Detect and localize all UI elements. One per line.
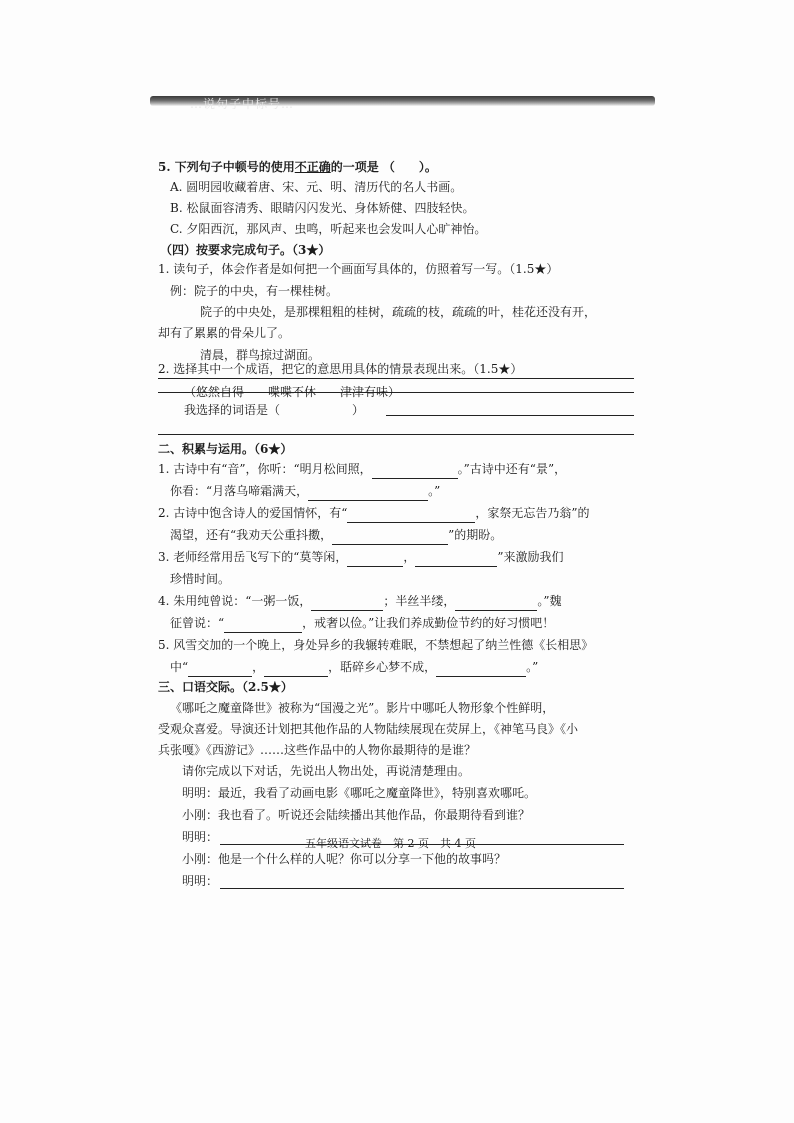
sec2-q2-line1: 2. 古诗中饱含诗人的爱国情怀，有“ ，家祭无忘告乃翁”的 <box>158 504 590 523</box>
sec2-q1-line1: 1. 古诗中有“音”，你听：“明月松间照， 。”古诗中还有“景”， <box>158 460 566 479</box>
sec4-q2-answer-label: 我选择的词语是（ ） <box>184 403 365 417</box>
sec2-q3-line1: 3. 老师经常用岳飞写下的“莫等闲， ， ”来激励我们 <box>158 548 564 567</box>
fill-blank[interactable] <box>347 522 475 523</box>
dialogue-line-5: 明明： <box>182 874 219 888</box>
sec4-q2-options: （悠然自得 喋喋不休 津津有味） <box>184 385 401 399</box>
sec4-q1-stem: 1. 读句子，体会作者是如何把一个画面写具体的，仿照着写一写。（1.5★） <box>158 262 559 276</box>
fill-blank[interactable] <box>455 610 537 611</box>
fill-blank[interactable] <box>415 566 497 567</box>
q5-option-a: A. 圆明园收藏着唐、宋、元、明、清历代的名人书画。 <box>170 180 463 194</box>
dialogue-line-1: 明明：最近，我看了动画电影《哪吒之魔童降世》，特别喜欢哪吒。 <box>182 786 537 800</box>
fill-blank[interactable] <box>224 632 302 633</box>
sec3-instruction: 请你完成以下对话，先说出人物出处，再说清楚理由。 <box>182 764 471 778</box>
sec3-para-2: 受观众喜爱。导演还计划把其他作品的人物陆续展现在荧屏上，《神笔马良》《小 <box>158 722 579 736</box>
page-footer: 五年级语文试卷 第 2 页 共 4 页 <box>305 837 476 850</box>
section-4-title: （四）按要求完成句子。（3★） <box>160 243 331 257</box>
answer-line[interactable] <box>220 888 624 889</box>
section-2-title: 二、积累与运用。（6★） <box>158 442 293 456</box>
fill-blank[interactable] <box>332 544 448 545</box>
dialogue-line-2: 小刚：我也看了。听说还会陆续播出其他作品，你最期待看到谁？ <box>182 808 531 822</box>
sec2-q2-line2: 渴望，还有“我劝天公重抖擞， ”的期盼。 <box>170 526 502 545</box>
sec4-q1-example-1: 例：院子的中央，有一棵桂树。 <box>170 284 339 298</box>
sec4-q1-task: 清晨，群鸟掠过湖面。 <box>200 348 321 362</box>
sec2-q5-line1: 5. 风雪交加的一个晚上，身处异乡的我辗转难眠，不禁想起了纳兰性德《长相思》 <box>158 638 594 652</box>
cut-off-header-text: …说句子中标号… <box>190 97 295 111</box>
fill-blank[interactable] <box>436 676 526 677</box>
sec2-q1-line2: 你看：“月落乌啼霜满天， 。” <box>170 482 440 501</box>
sec2-q3-line2: 珍惜时间。 <box>170 572 231 586</box>
dialogue-line-4: 小刚：他是一个什么样的人呢？你可以分享一下他的故事吗？ <box>182 852 507 866</box>
q5-option-c: C. 夕阳西沉，那风声、虫鸣，听起来也会发叫人心旷神怡。 <box>170 222 487 236</box>
sec3-para-3: 兵张嘎》《西游记》……这些作品中的人物你最期待的是谁？ <box>158 743 477 757</box>
answer-line[interactable] <box>158 434 634 435</box>
q5-stem: 5. 下列句子中顿号的使用不正确的一项是 （ ）。 <box>158 160 437 174</box>
sec3-para-1: 《哪吒之魔童降世》被称为“国漫之光”。影片中哪吒人物形象个性鲜明， <box>170 701 555 715</box>
sec2-q5-line2: 中“ ， ，聒碎乡心梦不成， 。” <box>170 658 538 677</box>
answer-line[interactable] <box>386 415 634 416</box>
sec4-q1-example-3: 却有了累累的骨朵儿了。 <box>158 326 291 340</box>
fill-blank[interactable] <box>264 676 328 677</box>
sec2-q4-line2: 征曾说：“ ，戒奢以俭。”让我们养成勤俭节约的好习惯吧！ <box>170 614 554 633</box>
fill-blank[interactable] <box>372 478 458 479</box>
fill-blank[interactable] <box>188 676 252 677</box>
fill-blank[interactable] <box>308 500 428 501</box>
section-3-title: 三、口语交际。（2.5★） <box>158 680 293 694</box>
dialogue-line-3: 明明： <box>182 830 219 844</box>
sec4-q2-stem: 2. 选择其中一个成语，把它的意思用具体的情景表现出来。（1.5★） <box>158 362 523 376</box>
fill-blank[interactable] <box>347 566 403 567</box>
fill-blank[interactable] <box>311 610 383 611</box>
q5-option-b: B. 松鼠面容清秀、眼睛闪闪发光、身体矫健、四肢轻快。 <box>170 201 475 215</box>
sec2-q4-line1: 4. 朱用纯曾说：“一粥一饭， ；半丝半缕， 。”魏 <box>158 592 562 611</box>
sec4-q1-example-2: 院子的中央处，是那棵粗粗的桂树，疏疏的枝，疏疏的叶，桂花还没有开， <box>200 305 597 319</box>
